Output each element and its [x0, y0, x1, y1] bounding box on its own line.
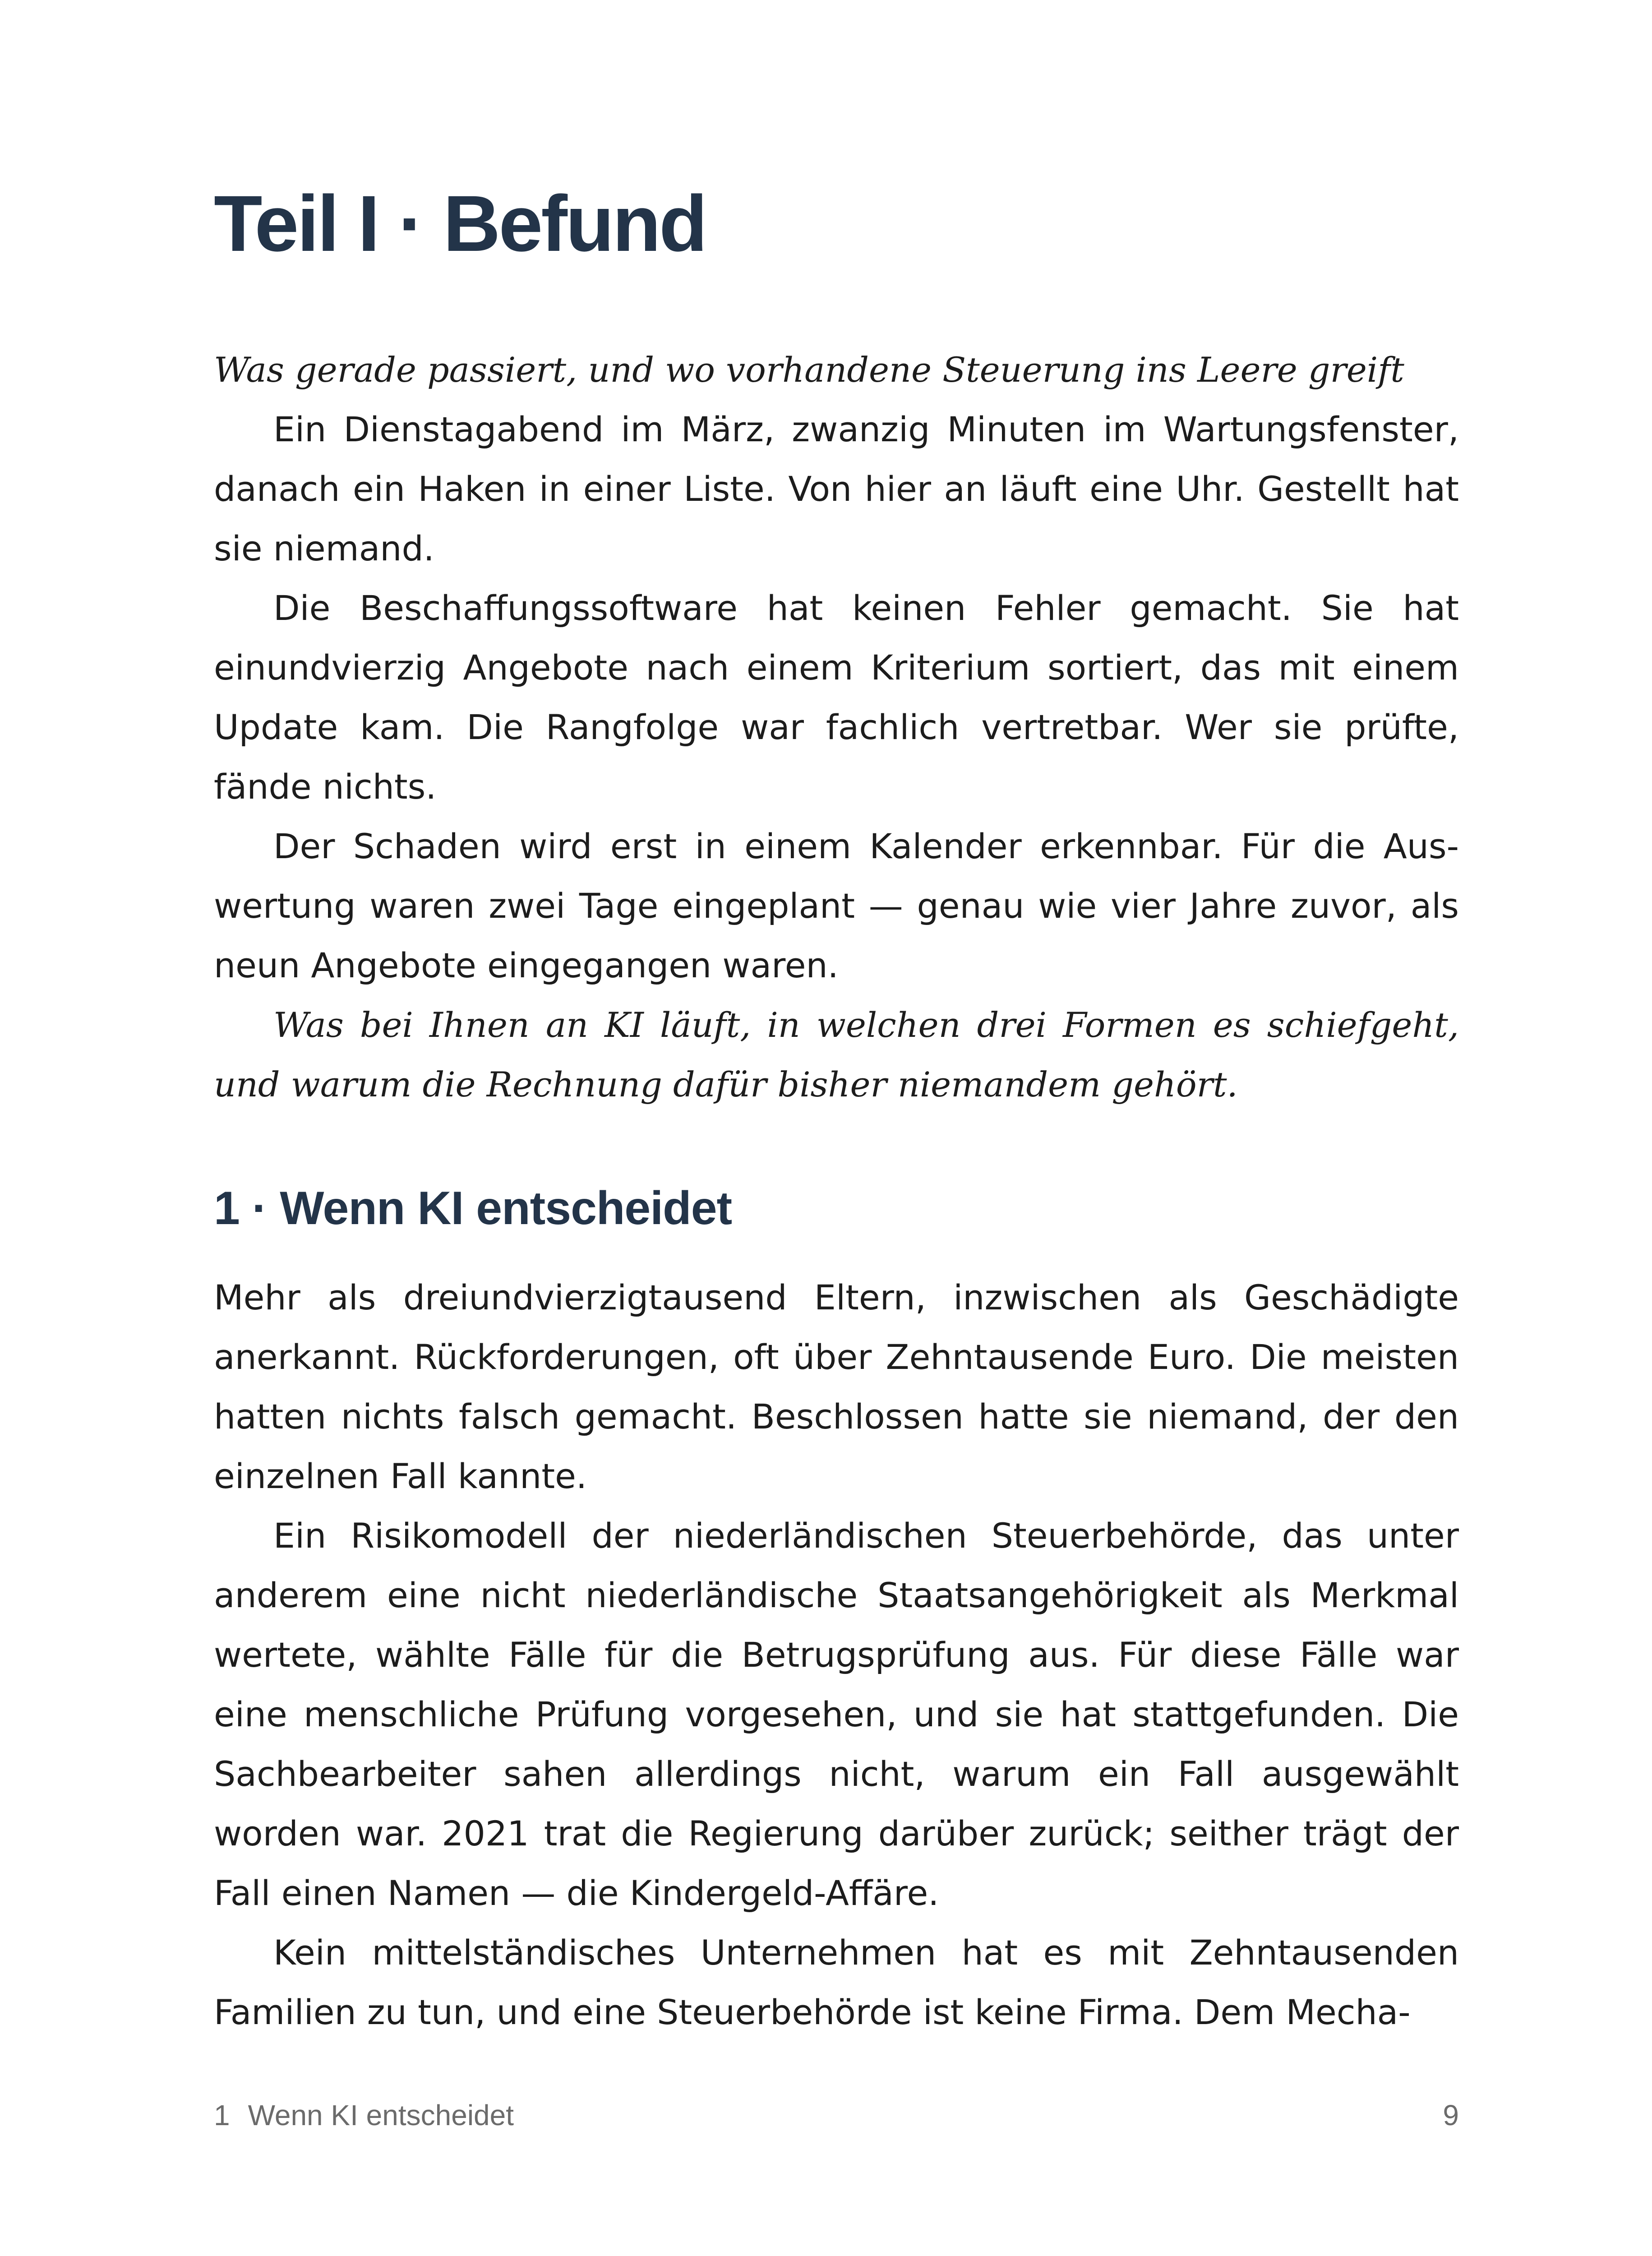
page-content	[214, 180, 1459, 2042]
part-subtitle: Was gerade passiert, und wo vorhandene Steuerung ins Leere greift	[214, 349, 1404, 390]
running-footer-chapter	[214, 2098, 514, 2133]
part-title: Teil I · Befund	[214, 180, 706, 268]
section-paragraph: Mehr als dreiundvierzigtausend Eltern, inzwischen als Geschädigte anerkannt. Rückforderungen, oft über Zehntausende Euro. Die meisten hatten nichts falsch gemacht. Beschlossen hatte sie niemand, der den einzelnen Fall kannte.	[214, 1277, 1459, 1497]
section-heading: 1 · Wenn KI entscheidet	[214, 1182, 732, 1234]
section-paragraph: Ein Risikomodell der niederländischen Steuerbehörde, das unter anderem eine nicht niederländische Staatsangehörigkeit als Merkmal wertete, wählte Fälle für die Betrugsprüfung aus. Für diese Fälle war eine menschliche Prüfung vorgesehen, und sie hat stattgefunden. Die Sachbearbeiter sahen allerdings nicht, warum ein Fall ausgewählt worden war. 2021 trat die Regierung darüber zurück; seither trägt der Fall einen Namen — die Kindergeld-Affäre.	[214, 1516, 1459, 1914]
intro-paragraph: Die Beschaffungssoftware hat keinen Fehler gemacht. Sie hat einundvierzig Angebote nach einem Kriterium sortiert, das mit einem Update kam. Die Rangfolge war fachlich vertretbar. Wer sie prüfte, fände nichts.	[214, 587, 1459, 807]
footer-chapter-title: Wenn KI entscheidet	[248, 2099, 514, 2131]
intro-paragraph: Ein Dienstagabend im März, zwanzig Minuten im Wartungsfenster, danach ein Haken in einer Liste. Von hier an läuft eine Uhr. Gestellt hat sie niemand.	[214, 409, 1459, 569]
intro-paragraph: Der Schaden wird erst in einem Kalender erkennbar. Für die Auswertung waren zwei Tage eingeplant — genau wie vier Jahre zuvor, als neun Angebote eingegangen waren.	[214, 826, 1459, 985]
footer-chapter-number: 1	[214, 2099, 230, 2131]
page-number: 9	[1443, 2099, 1459, 2131]
intro-lead-paragraph: Was bei Ihnen an KI läuft, in welchen drei Formen es schiefgeht, und warum die Rechnung dafür bisher niemandem gehört.	[214, 1004, 1459, 1105]
section-paragraph: Kein mittelständisches Unternehmen hat es mit Zehntausenden Familien zu tun, und eine Steuerbehörde ist keine Firma. Dem Mecha-	[214, 1932, 1459, 2033]
